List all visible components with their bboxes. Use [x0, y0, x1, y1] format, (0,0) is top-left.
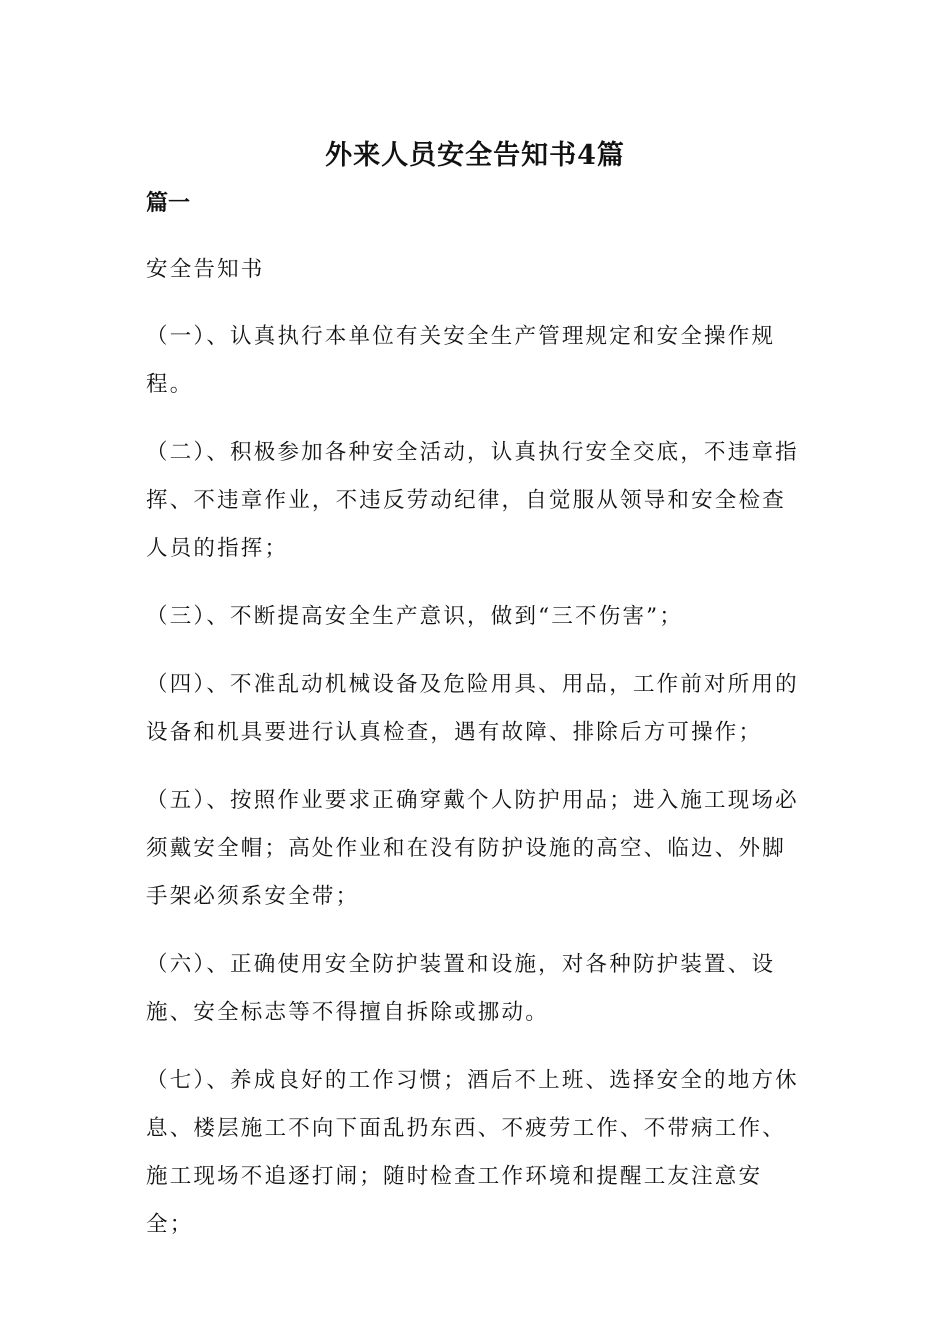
notice-item-3: （三）、不断提高安全生产意识，做到“三不伤害”；	[146, 604, 684, 629]
notice-item-4: （四）、不准乱动机械设备及危险用具、用品，工作前对所用的设备和机具要进行认真检查，遇有故障、排除后方可操作；	[146, 672, 799, 745]
notice-item-7: （七）、养成良好的工作习惯；酒后不上班、选择安全的地方休息、楼层施工不向下面乱扔东西、不疲劳工作、不带病工作、施工现场不追逐打闹；随时检查工作环境和提醒工友注意安全；	[146, 1068, 799, 1237]
document-body	[146, 247, 806, 1249]
section-heading: 篇一	[146, 190, 191, 216]
notice-item-5: （五）、按照作业要求正确穿戴个人防护用品；进入施工现场必须戴安全帽；高处作业和在没有防护设施的高空、临边、外脚手架必须系安全带；	[146, 788, 799, 909]
notice-item-6: （六）、正确使用安全防护装置和设施，对各种防护装置、设施、安全标志等不得擅自拆除或挪动。	[146, 952, 776, 1025]
notice-item-2: （二）、积极参加各种安全活动，认真执行安全交底，不违章指挥、不违章作业，不违反劳动纪律，自觉服从领导和安全检查人员的指挥；	[146, 440, 799, 561]
notice-subtitle: 安全告知书	[146, 257, 265, 282]
document-title: 外来人员安全告知书4篇	[325, 140, 625, 171]
notice-item-1: （一）、认真执行本单位有关安全生产管理规定和安全操作规程。	[146, 324, 776, 397]
